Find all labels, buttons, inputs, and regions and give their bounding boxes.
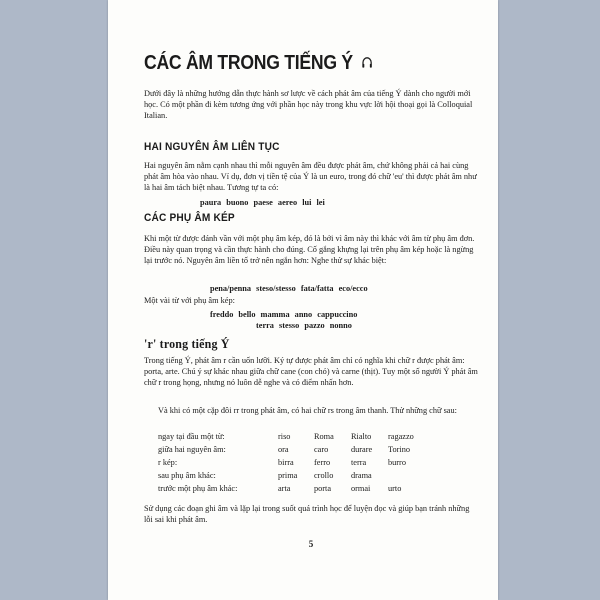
double-words-line-2: terra stesso pazzo nonno [256,321,352,330]
vowel-examples: paura buono paese aereo lui lei [200,198,325,207]
consonant-pairs: pena/penna steso/stesso fata/fatta eco/ecco [210,284,368,293]
book-page: CÁC ÂM TRONG TIẾNG Ý Dưới đây là những hướng dẫn thực hành sơ lược về cách phát âm của tiếng Ý dành cho người mới học. Có một phần đi kèm tương ứng với phần học này trong khu vực lời hội thoại gọi là Colloquial Italian. HAI NGUYÊN ÂM LIÊN TỤC Hai nguyên âm nằm cạnh nhau thì mỗi nguyên âm đều được phát âm, chứ không phải cả hai cùng phát âm hòa vào nhau. Ví dụ, đơn vị tiền tệ của Ý là un euro, trong đó chữ 'eu' thì được phát âm như là hai âm tách biệt nhau. Tương tự ta có: paura buono paese aereo lui lei CÁC PHỤ ÂM KÉP Khi một từ được đánh vần với một phụ âm kép, đó là bởi vì âm này thì khác với âm từ phụ âm đơn. Điều này quan trọng và cần thực hành cho đúng. Cố gắng khựng lại trên phụ âm kép hoặc là ngừng lại trước nó. Nguyên âm liền tố trở nên ngắn hơn: Nghe thử sự khác biệt: pena/penna steso/stesso fata/fatta eco/ecco Một vài từ với phụ âm kép: freddo bello mamma anno cappuccino terra stesso pazzo nonno 'r' trong tiếng Ý Trong tiếng Ý, phát âm r cần uốn lưỡi. Ký tự được phát âm chỉ có nghĩa khi chữ r được phát âm: porta, arte. Chú ý sự khác nhau giữa chữ cane (con chó) và carne (thịt). Tuy một số người Ý phát âm chữ r trong họng, nhưng nó luôn dễ nghe và có điểm nhấn hơn. Và khi có một cặp đôi rr trong phát âm, có hai chữ rs trong âm thanh. Thử những chữ sau: ngay tại đầu một từ: riso Roma Rialto ragazzo giữa hai nguyên âm: ora caro durare Torino r kép: birra ferro terra burro sau phụ âm khác: prima crollo drama trước một phụ âm khác: arta porta ormai urto Sử dụng các đoạn ghi âm và lặp lại trong suốt quá trình học để luyện đọc và giúp bạn tránh những lỗi sai khi phát âm. 5 [108,0,498,600]
page-title: CÁC ÂM TRONG TIẾNG Ý [144,52,372,75]
vowels-paragraph: Hai nguyên âm nằm cạnh nhau thì mỗi nguyên âm đều được phát âm, chứ không phải cả hai cùng phát âm hòa vào nhau. Ví dụ, đơn vị tiền tệ của Ý là un euro, trong đó chữ 'eu' thì được phát âm như là hai âm tách biệt nhau. Tương tự ta có: [144,161,477,193]
rr-paragraph: Và khi có một cặp đôi rr trong phát âm, có hai chữ rs trong âm thanh. Thử những chữ sau: [158,406,457,415]
page-number: 5 [308,539,314,549]
section-heading-r: 'r' trong tiếng Ý [144,336,230,351]
double-words-line-1: freddo bello mamma anno cappuccino [210,310,358,319]
headphones-icon [361,52,372,75]
r-paragraph: Trong tiếng Ý, phát âm r cần uốn lưỡi. Ký tự được phát âm chỉ có nghĩa khi chữ r được phát âm: porta, arte. Chú ý sự khác nhau giữa chữ cane (con chó) và carne (thịt). Tuy một số người Ý phát âm chữ r trong họng, nhưng nó luôn dễ nghe và có điểm nhấn hơn. [144,356,478,388]
section-heading-double-consonants: CÁC PHỤ ÂM KÉP [144,212,235,224]
double-consonants-paragraph: Khi một từ được đánh vần với một phụ âm kép, đó là bởi vì âm này thì khác với âm từ phụ âm đơn. Điều này quan trọng và cần thực hành cho đúng. Cố gắng khựng lại trên phụ âm kép hoặc là ngừng lại trước nó. Nguyên âm liền tố trở nên ngắn hơn: Nghe thử sự khác biệt: [144,234,475,266]
section-heading-vowels: HAI NGUYÊN ÂM LIÊN TỤC [144,141,280,153]
double-words-label: Một vài từ với phụ âm kép: [144,296,235,305]
intro-paragraph: Dưới đây là những hướng dẫn thực hành sơ lược về cách phát âm của tiếng Ý dành cho người mới học. Có một phần đi kèm tương ứng với phần học này trong khu vực lời hội thoại gọi là Colloquial Italian. [144,89,473,121]
closing-paragraph: Sử dụng các đoạn ghi âm và lặp lại trong suốt quá trình học để luyện đọc và giúp bạn tránh những lỗi sai khi phát âm. [144,504,470,525]
